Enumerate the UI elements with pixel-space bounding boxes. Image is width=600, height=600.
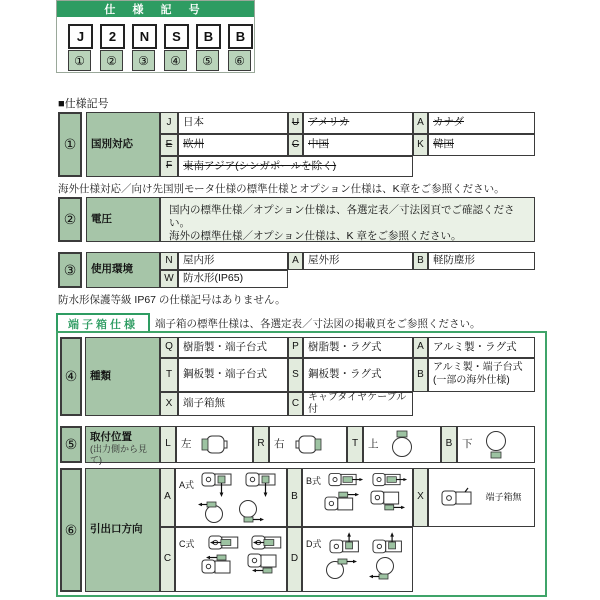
type-name-q: 樹脂製・端子台式 [178,337,288,358]
voltage-line-1: 国内の標準仕様／オプション仕様は、各選定表／寸法図頁でご確認ください。 [169,204,515,230]
type-code-x: X [160,392,178,416]
type-name-b-line1: アルミ製・端子台式 [433,362,523,373]
outlet-a-frontview-icon [235,498,269,526]
position-label [85,426,160,466]
motor-bottom-box-icon [481,428,511,461]
outlet-a-frontview-icon [197,499,229,525]
outlet-a-topview-icon [245,471,283,498]
type-name-a: アルミ製・ラグ式 [428,337,535,358]
position-code-l: L [160,426,176,463]
country-code-a: A [413,112,428,134]
outlet-label: 引出口方向 [85,468,160,592]
type-name-p: 樹脂製・ラグ式 [303,337,413,358]
position-code-t: T [347,426,363,463]
outlet-diagram-b [302,468,413,527]
outlet-b-sideview-icon [370,489,410,515]
env-name-outdoor: 屋外形 [303,252,413,270]
outlet-c-sideview-icon [197,552,237,578]
outlet-code-x: X [413,468,428,527]
position-label-sub: (出力側から見て) [90,444,147,466]
type-name-c: キャブタイヤケーブル付 [303,392,413,416]
position-label-main: 取付位置 [90,431,132,443]
type-name-x: 端子箱無 [178,392,288,416]
type-code-a: A [413,337,428,358]
position-cell-bottom [457,426,535,463]
voltage-line-2: 海外の標準仕様／オプション仕様は、K 章をご参照ください。 [169,230,462,243]
outlet-style-label-d: D式 [306,538,322,549]
country-code-k: K [413,134,428,156]
outlet-x-motor-icon [441,487,477,509]
type-code-q: Q [160,337,178,358]
outlet-b-topview-icon [328,471,365,489]
outlet-d-frontview-icon [366,555,400,583]
country-label: 国別対応 [86,112,160,177]
outlet-code-a: A [160,468,175,527]
position-name-bottom: 下 [462,437,473,450]
type-label: 種類 [85,337,160,416]
env-name-dustproof: 軽防塵形 [428,252,535,270]
spec-digit-4: ④ [164,50,187,71]
country-code-j: J [160,112,178,134]
spec-code-box-3: N [132,24,157,49]
country-code-f: F [160,156,178,177]
country-code-e: E [160,134,178,156]
spec-digit-6: ⑥ [228,50,251,71]
position-cell-top [363,426,441,463]
position-name-top: 上 [368,437,379,450]
type-code-p: P [288,337,303,358]
outlet-diagram-d [302,527,413,592]
country-code-u: U [288,112,303,134]
country-name-europe: 欧州 [178,134,288,156]
outlet-style-label-a: A式 [179,480,195,490]
type-name-s: 鋼板製・ラグ式 [303,358,413,392]
outlet-b-sideview-icon [324,489,364,515]
env-name-indoor: 屋内形 [178,252,288,270]
spec-code-box-6: B [228,24,253,49]
outlet-code-c: C [160,527,175,592]
position-code-b: B [441,426,457,463]
position-name-right: 右 [274,437,285,450]
outlet-number: ⑥ [60,468,82,592]
outlet-d-topview-icon [329,531,366,555]
spec-code-box-4: S [164,24,189,49]
environment-note: 防水形保護等級 IP67 の仕様記号はありません。 [58,294,286,306]
environment-label: 使用環境 [86,252,160,288]
outlet-c-topview-icon [202,534,240,552]
type-code-c: C [288,392,303,416]
spec-digit-5: ⑤ [196,50,219,71]
voltage-number: ② [58,197,82,242]
type-code-s: S [288,358,303,392]
outlet-style-label-c: C式 [179,538,195,549]
country-note: 海外仕様対応／向け先国別モータ仕様の標準仕様とオプション仕様は、K章をご参照ください。 [58,183,505,195]
outlet-cell-x [428,468,535,527]
environment-number: ③ [58,252,82,288]
spec-code-box-5: B [196,24,221,49]
type-code-t: T [160,358,178,392]
spec-digit-2: ② [100,50,123,71]
country-name-sea: 東南アジア(シンガポールを除く) [178,156,413,177]
position-cell-left [176,426,253,463]
terminal-box-title: 端子箱仕様 [56,313,150,335]
env-code-n: N [160,252,178,270]
voltage-label: 電圧 [86,197,160,242]
type-name-b [428,358,535,392]
country-name-canada: カナダ [428,112,535,134]
outlet-a-topview-icon [201,471,239,498]
section-heading: ■仕様記号 [58,98,109,110]
country-name-usa: アメリカ [303,112,413,134]
motor-top-box-icon [387,428,417,461]
outlet-d-frontview-icon [324,555,360,583]
country-number: ① [58,112,82,177]
type-code-b: B [413,358,428,392]
outlet-diagram-a [175,468,287,527]
env-code-a: A [288,252,303,270]
country-name-china: 中国 [303,134,413,156]
spec-code-box-1: J [68,24,93,49]
env-code-w: W [160,270,178,288]
outlet-diagram-c [175,527,287,592]
spec-code-title: 仕 様 記 号 [57,1,254,17]
spec-digit-1: ① [68,50,91,71]
type-number: ④ [60,337,82,416]
spec-code-panel [56,0,255,73]
env-name-waterproof: 防水形(IP65) [178,270,288,288]
spec-code-box-2: 2 [100,24,125,49]
position-number: ⑤ [60,426,82,463]
outlet-x-label: 端子箱無 [485,491,522,502]
country-code-c: C [288,134,303,156]
position-code-r: R [253,426,269,463]
outlet-b-topview-icon [372,471,409,489]
outlet-d-topview-icon [372,531,409,555]
voltage-description [160,197,535,242]
env-code-b: B [413,252,428,270]
terminal-box-note: 端子箱の標準仕様は、各選定表／寸法図の掲載頁をご参照ください。 [155,318,481,330]
outlet-style-label-b: B式 [306,475,322,486]
motor-right-box-icon [293,429,323,460]
type-name-t: 鋼板製・端子台式 [178,358,288,392]
outlet-c-sideview-icon [243,552,283,578]
outlet-c-topview-icon [245,534,283,552]
country-name-korea: 韓国 [428,134,535,156]
outlet-code-b: B [287,468,302,527]
outlet-code-d: D [287,527,302,592]
motor-left-box-icon [200,429,230,460]
position-name-left: 左 [181,437,192,450]
country-name-japan: 日本 [178,112,288,134]
position-cell-right [269,426,347,463]
type-name-b-line2: (一部の海外仕様) [433,374,510,386]
spec-digit-3: ③ [132,50,155,71]
